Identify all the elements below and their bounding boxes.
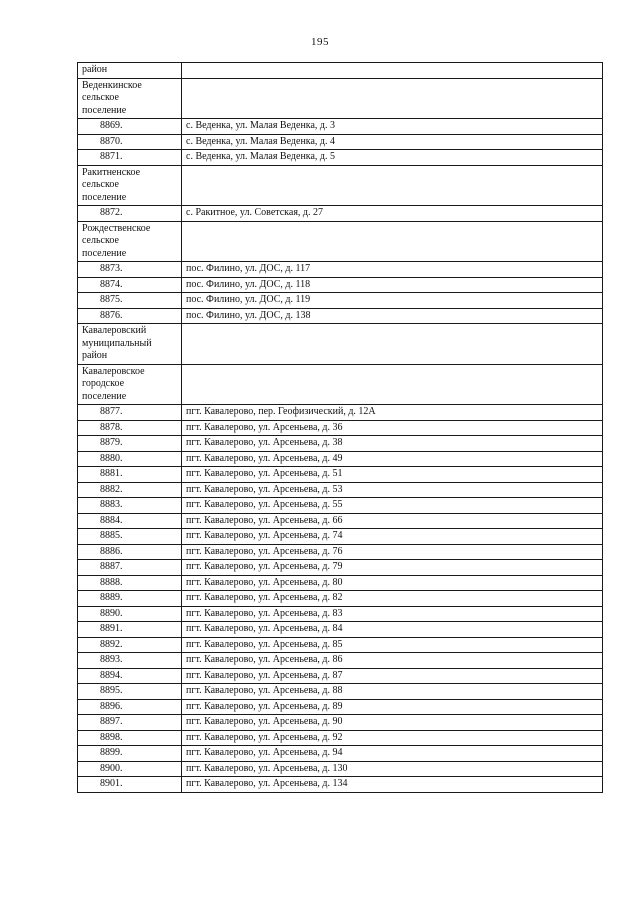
- table-row: [78, 544, 603, 560]
- entry-number: 8892.: [78, 637, 182, 653]
- group-label-cell: [78, 63, 182, 79]
- table-row: [78, 451, 603, 467]
- entry-address: пгт. Кавалерово, ул. Арсеньева, д. 87: [182, 668, 603, 684]
- entry-number: 8876.: [78, 308, 182, 324]
- table-row: [78, 699, 603, 715]
- entry-address: пгт. Кавалерово, ул. Арсеньева, д. 86: [182, 653, 603, 669]
- group-label-cell: [78, 364, 182, 405]
- empty-cell: [182, 221, 603, 262]
- entry-address: пос. Филино, ул. ДОС, д. 119: [182, 293, 603, 309]
- entry-number: 8869.: [78, 119, 182, 135]
- group-label: Кавалеровский муниципальный район: [82, 325, 152, 361]
- entry-address: пгт. Кавалерово, пер. Геофизический, д. 12А: [182, 405, 603, 421]
- empty-cell: [182, 78, 603, 119]
- table-row: [78, 746, 603, 762]
- entry-address: пгт. Кавалерово, ул. Арсеньева, д. 51: [182, 467, 603, 483]
- entry-number: 8887.: [78, 560, 182, 576]
- address-table: [77, 62, 603, 793]
- entry-address: пгт. Кавалерово, ул. Арсеньева, д. 90: [182, 715, 603, 731]
- entry-address: пгт. Кавалерово, ул. Арсеньева, д. 130: [182, 761, 603, 777]
- table-row: [78, 575, 603, 591]
- group-header-row: [78, 324, 603, 365]
- table-row: [78, 761, 603, 777]
- table-row: [78, 730, 603, 746]
- empty-cell: [182, 63, 603, 79]
- entry-number: 8901.: [78, 777, 182, 793]
- entry-number: 8874.: [78, 277, 182, 293]
- entry-address: пгт. Кавалерово, ул. Арсеньева, д. 84: [182, 622, 603, 638]
- entry-address: пгт. Кавалерово, ул. Арсеньева, д. 83: [182, 606, 603, 622]
- group-header-row: [78, 221, 603, 262]
- entry-number: 8893.: [78, 653, 182, 669]
- table-row: [78, 262, 603, 278]
- entry-address: с. Веденка, ул. Малая Веденка, д. 4: [182, 134, 603, 150]
- table-row: [78, 637, 603, 653]
- entry-number: 8882.: [78, 482, 182, 498]
- entry-address: с. Веденка, ул. Малая Веденка, д. 3: [182, 119, 603, 135]
- table-row: [78, 467, 603, 483]
- table-row: [78, 405, 603, 421]
- table-row: [78, 420, 603, 436]
- group-header-row: [78, 63, 603, 79]
- entry-number: 8889.: [78, 591, 182, 607]
- table-row: [78, 150, 603, 166]
- entry-number: 8899.: [78, 746, 182, 762]
- entry-number: 8871.: [78, 150, 182, 166]
- table-row: [78, 277, 603, 293]
- empty-cell: [182, 324, 603, 365]
- table-row: [78, 436, 603, 452]
- entry-address: пгт. Кавалерово, ул. Арсеньева, д. 89: [182, 699, 603, 715]
- entry-address: пгт. Кавалерово, ул. Арсеньева, д. 92: [182, 730, 603, 746]
- entry-address: с. Веденка, ул. Малая Веденка, д. 5: [182, 150, 603, 166]
- group-label-cell: [78, 78, 182, 119]
- table-row: [78, 560, 603, 576]
- group-label: Кавалеровское городское поселение: [82, 365, 145, 402]
- entry-address: пос. Филино, ул. ДОС, д. 117: [182, 262, 603, 278]
- table-row: [78, 482, 603, 498]
- entry-number: 8894.: [78, 668, 182, 684]
- group-label: район: [82, 64, 108, 75]
- group-label: Ракитненское сельское поселение: [82, 166, 141, 203]
- entry-address: пгт. Кавалерово, ул. Арсеньева, д. 134: [182, 777, 603, 793]
- entry-number: 8877.: [78, 405, 182, 421]
- entry-address: пгт. Кавалерово, ул. Арсеньева, д. 66: [182, 513, 603, 529]
- entry-number: 8875.: [78, 293, 182, 309]
- entry-address: пгт. Кавалерово, ул. Арсеньева, д. 79: [182, 560, 603, 576]
- entry-number: 8897.: [78, 715, 182, 731]
- entry-number: 8880.: [78, 451, 182, 467]
- entry-address: пгт. Кавалерово, ул. Арсеньева, д. 82: [182, 591, 603, 607]
- entry-address: пос. Филино, ул. ДОС, д. 138: [182, 308, 603, 324]
- entry-number: 8872.: [78, 206, 182, 222]
- entry-number: 8895.: [78, 684, 182, 700]
- entry-number: 8873.: [78, 262, 182, 278]
- table-row: [78, 684, 603, 700]
- entry-number: 8878.: [78, 420, 182, 436]
- entry-address: пгт. Кавалерово, ул. Арсеньева, д. 88: [182, 684, 603, 700]
- entry-number: 8884.: [78, 513, 182, 529]
- entry-address: пгт. Кавалерово, ул. Арсеньева, д. 49: [182, 451, 603, 467]
- entry-address: пгт. Кавалерово, ул. Арсеньева, д. 85: [182, 637, 603, 653]
- table-row: [78, 119, 603, 135]
- entry-address: пгт. Кавалерово, ул. Арсеньева, д. 53: [182, 482, 603, 498]
- entry-number: 8896.: [78, 699, 182, 715]
- page-number: 195: [311, 36, 329, 48]
- address-table-body: [78, 63, 603, 793]
- entry-number: 8885.: [78, 529, 182, 545]
- group-label-cell: [78, 324, 182, 365]
- entry-number: 8900.: [78, 761, 182, 777]
- entry-number: 8891.: [78, 622, 182, 638]
- entry-number: 8881.: [78, 467, 182, 483]
- entry-number: 8888.: [78, 575, 182, 591]
- table-row: [78, 668, 603, 684]
- entry-number: 8870.: [78, 134, 182, 150]
- entry-number: 8898.: [78, 730, 182, 746]
- group-label: Рождественское сельское поселение: [82, 222, 151, 259]
- entry-number: 8890.: [78, 606, 182, 622]
- table-row: [78, 513, 603, 529]
- table-row: [78, 134, 603, 150]
- entry-address: пгт. Кавалерово, ул. Арсеньева, д. 74: [182, 529, 603, 545]
- empty-cell: [182, 165, 603, 206]
- table-row: [78, 591, 603, 607]
- entry-number: 8879.: [78, 436, 182, 452]
- group-header-row: [78, 78, 603, 119]
- table-row: [78, 653, 603, 669]
- entry-address: пгт. Кавалерово, ул. Арсеньева, д. 38: [182, 436, 603, 452]
- group-label-cell: [78, 165, 182, 206]
- group-label: Веденкинское сельское поселение: [82, 79, 142, 116]
- table-row: [78, 206, 603, 222]
- entry-address: пос. Филино, ул. ДОС, д. 118: [182, 277, 603, 293]
- entry-address: пгт. Кавалерово, ул. Арсеньева, д. 36: [182, 420, 603, 436]
- group-label-cell: [78, 221, 182, 262]
- group-header-row: [78, 165, 603, 206]
- entry-address: пгт. Кавалерово, ул. Арсеньева, д. 94: [182, 746, 603, 762]
- group-header-row: [78, 364, 603, 405]
- table-row: [78, 293, 603, 309]
- entry-address: пгт. Кавалерово, ул. Арсеньева, д. 80: [182, 575, 603, 591]
- entry-number: 8886.: [78, 544, 182, 560]
- entry-number: 8883.: [78, 498, 182, 514]
- entry-address: пгт. Кавалерово, ул. Арсеньева, д. 55: [182, 498, 603, 514]
- entry-address: пгт. Кавалерово, ул. Арсеньева, д. 76: [182, 544, 603, 560]
- table-row: [78, 777, 603, 793]
- table-row: [78, 498, 603, 514]
- table-row: [78, 715, 603, 731]
- empty-cell: [182, 364, 603, 405]
- table-row: [78, 606, 603, 622]
- table-row: [78, 622, 603, 638]
- entry-address: с. Ракитное, ул. Советская, д. 27: [182, 206, 603, 222]
- table-row: [78, 529, 603, 545]
- table-row: [78, 308, 603, 324]
